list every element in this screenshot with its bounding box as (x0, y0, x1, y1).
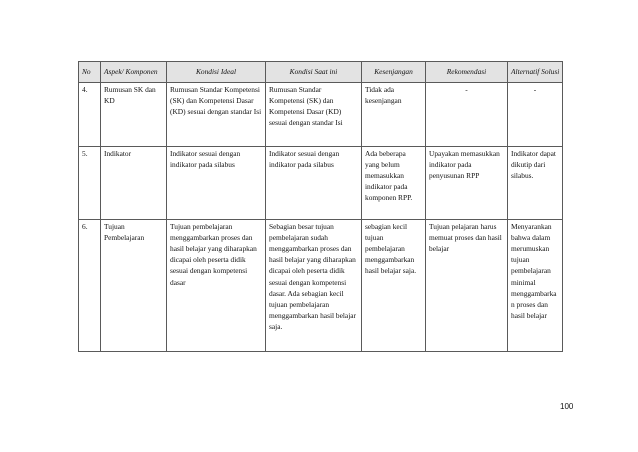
cell-no: 5. (79, 147, 101, 220)
table-row (79, 220, 563, 352)
cell-alternatif-solusi: Menyarankan bahwa dalam merumuskan tujuan pembelajaran minimal menggambarkan proses dan hasil belajar (508, 220, 563, 352)
header-alternatif-solusi: Alternatif Solusi (508, 62, 563, 83)
header-row (79, 62, 563, 83)
cell-no: 4. (79, 83, 101, 147)
cell-kondisi-saat-ini: Indikator sesuai dengan indikator pada silabus (266, 147, 362, 220)
table-row (79, 83, 563, 147)
cell-kondisi-ideal: Tujuan pembelajaran menggambarkan proses dan hasil belajar yang diharapkan dicapai oleh peserta didik sesuai dengan kompetensi dasar (167, 220, 266, 352)
cell-no: 6. (79, 220, 101, 352)
header-rekomendasi: Rekomendasi (426, 62, 508, 83)
cell-kesenjangan: Tidak ada kesenjangan (362, 83, 426, 147)
header-no: No (79, 62, 101, 83)
cell-rekomendasi: Tujuan pelajaran harus memuat proses dan hasil belajar (426, 220, 508, 352)
table-header (79, 62, 563, 83)
cell-alternatif-solusi: - (508, 83, 563, 147)
cell-rekomendasi: - (426, 83, 508, 147)
header-kondisi-ideal: Kondisi Ideal (167, 62, 266, 83)
evaluation-table-container (78, 61, 562, 352)
cell-kesenjangan: sebagian kecil tujuan pembelajaran menggambarkan hasil belajar saja. (362, 220, 426, 352)
cell-rekomendasi: Upayakan memasukkan indikator pada penyusunan RPP (426, 147, 508, 220)
cell-kondisi-saat-ini: Sebagian besar tujuan pembelajaran sudah menggambarkan proses dan hasil belajar yang diharapkan dicapai oleh peserta didik sesuai dengan kompetensi dasar. Ada sebagian kecil tujuan pembelajaran menggambarkan hasil belajar saja. (266, 220, 362, 352)
header-kesenjangan: Kesenjangan (362, 62, 426, 83)
cell-kondisi-saat-ini: Rumusan Standar Kompetensi (SK) dan Kompetensi Dasar (KD) sesuai dengan standar Isi (266, 83, 362, 147)
page-number: 100 (560, 402, 574, 411)
cell-alternatif-solusi: Indikator dapat dikutip dari silabus. (508, 147, 563, 220)
evaluation-table (78, 61, 563, 352)
header-aspek-komponen: Aspek/ Komponen (101, 62, 167, 83)
cell-aspek: Rumusan SK dan KD (101, 83, 167, 147)
cell-kondisi-ideal: Indikator sesuai dengan indikator pada silabus (167, 147, 266, 220)
table-body (79, 83, 563, 352)
table-row (79, 147, 563, 220)
cell-aspek: Indikator (101, 147, 167, 220)
cell-kesenjangan: Ada beberapa yang belum memasukkan indikator pada komponen RPP. (362, 147, 426, 220)
cell-kondisi-ideal: Rumusan Standar Kompetensi (SK) dan Kompetensi Dasar (KD) sesuai dengan standar Isi (167, 83, 266, 147)
cell-aspek: Tujuan Pembelajaran (101, 220, 167, 352)
header-kondisi-saat-ini: Kondisi Saat ini (266, 62, 362, 83)
